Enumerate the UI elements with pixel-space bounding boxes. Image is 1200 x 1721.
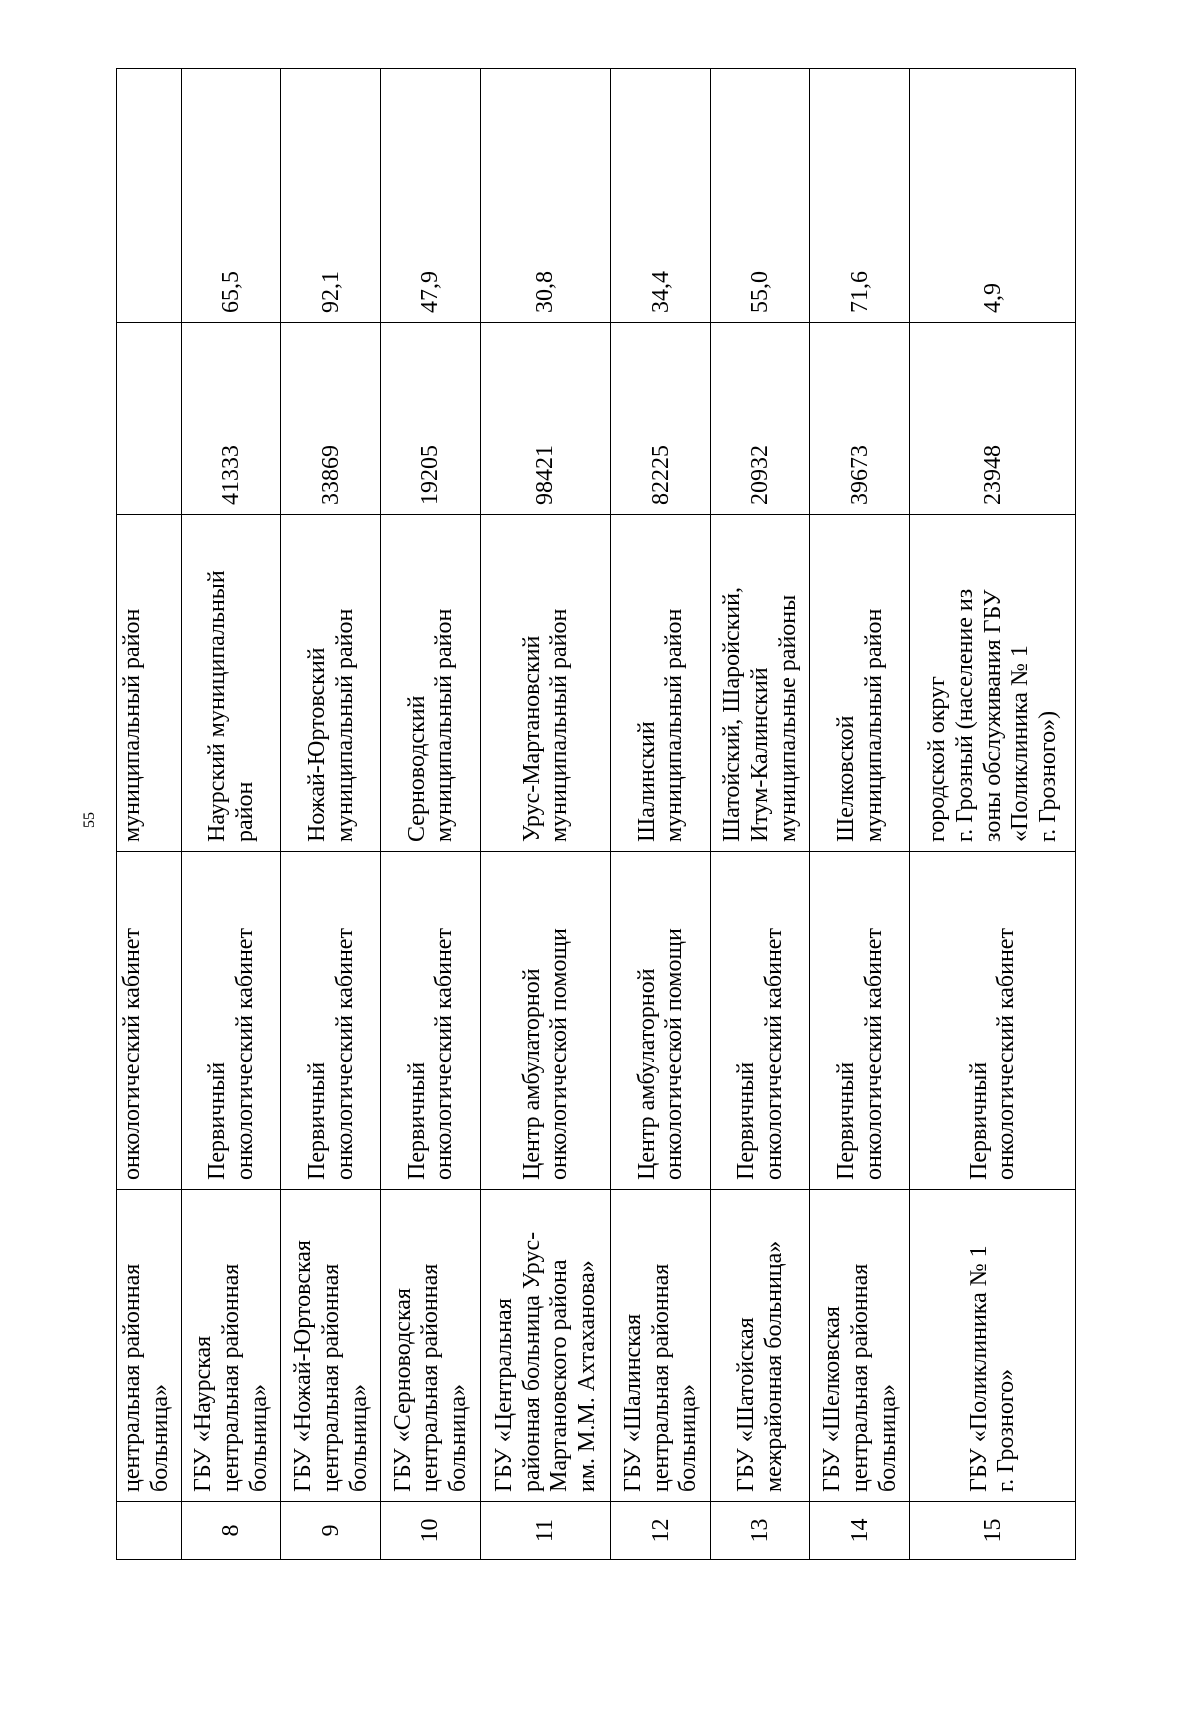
org-line: центральная районная: [647, 1263, 674, 1492]
cell-type: [281, 852, 381, 1190]
cell-value: 47,9: [381, 69, 481, 323]
cell-num: [117, 1502, 182, 1560]
type-line: Первичный: [303, 1061, 330, 1180]
cell-num: 12: [611, 1502, 711, 1560]
cell-value: 55,0: [710, 69, 810, 323]
table-row: [381, 69, 481, 1560]
org-line: межрайонная больница»: [761, 1240, 788, 1492]
org-line: больница»: [345, 1384, 372, 1492]
cell-organization: [281, 1190, 381, 1502]
type-line: Первичный: [204, 1061, 231, 1180]
org-line: больница»: [445, 1384, 472, 1492]
zone-line: зоны обслуживания ГБУ: [979, 589, 1006, 842]
type-line: онкологический кабинет: [860, 928, 887, 1180]
type-line: Центр амбулаторной: [633, 968, 660, 1180]
cell-population: 82225: [611, 323, 711, 515]
org-line: центральная районная: [317, 1263, 344, 1492]
table-row: [710, 69, 810, 1560]
zone-line: муниципальные районы: [774, 594, 801, 842]
type-line: Первичный: [733, 1061, 760, 1180]
cell-type: [181, 852, 281, 1190]
zone-line: г. Грозного»): [1035, 710, 1062, 842]
cell-population: 41333: [181, 323, 281, 515]
page-number: 55: [81, 812, 98, 828]
cell-population: 19205: [381, 323, 481, 515]
cell-organization: [480, 1190, 611, 1502]
zone-line: Серноводский: [403, 695, 430, 842]
type-line: онкологический кабинет: [431, 928, 458, 1180]
cell-zone: [909, 515, 1075, 852]
cell-zone: [117, 515, 182, 852]
org-line: ГБУ «Ножай-Юртовская: [290, 1240, 317, 1492]
cell-value: 30,8: [480, 69, 611, 323]
zone-line: Наурский муниципальный: [204, 570, 231, 842]
org-line: ГБУ «Серноводская: [389, 1288, 416, 1492]
org-line: ГБУ «Шалинская: [619, 1313, 646, 1492]
cell-organization: [909, 1190, 1075, 1502]
cell-value: 34,4: [611, 69, 711, 323]
zone-line: Шелковской: [832, 715, 859, 842]
type-line: онкологический кабинет: [331, 928, 358, 1180]
org-line: г. Грозного»: [993, 1368, 1020, 1492]
zone-line: муниципальный район: [661, 608, 688, 842]
zone-line: муниципальный район: [546, 608, 573, 842]
type-line: онкологический кабинет: [232, 928, 259, 1180]
cell-type: [710, 852, 810, 1190]
cell-num: 13: [710, 1502, 810, 1560]
zone-line: «Поликлиника № 1: [1007, 645, 1034, 842]
org-line: ГБУ «Поликлиника № 1: [965, 1245, 992, 1492]
type-line: Первичный: [403, 1061, 430, 1180]
org-line: ГБУ «Наурская: [190, 1335, 217, 1492]
org-line: районная больница Урус-: [518, 1231, 545, 1492]
type-line: онкологический кабинет: [119, 928, 145, 1180]
cell-value: 65,5: [181, 69, 281, 323]
zone-line: муниципальный район: [431, 608, 458, 842]
cell-population: [117, 323, 182, 515]
cell-zone: [381, 515, 481, 852]
cell-zone: [611, 515, 711, 852]
org-line: ГБУ «Шелковская: [818, 1306, 845, 1492]
cell-value: [117, 69, 182, 323]
org-line: центральная районная: [218, 1263, 245, 1492]
cell-type: [810, 852, 910, 1190]
table-row: [810, 69, 910, 1560]
cell-population: 23948: [909, 323, 1075, 515]
org-line: больница»: [874, 1384, 901, 1492]
zone-line: Урус-Мартановский: [518, 635, 545, 842]
cell-population: 20932: [710, 323, 810, 515]
table-row: [909, 69, 1075, 1560]
type-line: Центр амбулаторной: [518, 968, 545, 1180]
cell-num: 8: [181, 1502, 281, 1560]
cell-zone: [281, 515, 381, 852]
cell-zone: [480, 515, 611, 852]
cell-type: [909, 852, 1075, 1190]
cell-organization: [181, 1190, 281, 1502]
type-line: онкологической помощи: [546, 928, 573, 1180]
zone-line: муниципальный район: [119, 608, 145, 842]
org-line: центральная районная: [417, 1263, 444, 1492]
cell-zone: [181, 515, 281, 852]
zone-line: Ножай-Юртовский: [303, 647, 330, 842]
cell-organization: [117, 1190, 182, 1502]
org-line: больница»: [246, 1384, 273, 1492]
type-line: Первичный: [832, 1061, 859, 1180]
cell-num: 15: [909, 1502, 1075, 1560]
table-row: [181, 69, 281, 1560]
zone-line: Шалинский: [633, 721, 660, 842]
org-line: центральная районная: [846, 1263, 873, 1492]
cell-population: 98421: [480, 323, 611, 515]
table-row: [480, 69, 611, 1560]
org-line: Мартановского района: [546, 1259, 573, 1492]
zone-line: г. Грозный (население из: [951, 588, 978, 842]
cell-num: 11: [480, 1502, 611, 1560]
table-row-continuation: [117, 69, 182, 1560]
cell-num: 9: [281, 1502, 381, 1560]
cell-population: 33869: [281, 323, 381, 515]
table-row: [611, 69, 711, 1560]
type-line: онкологический кабинет: [761, 928, 788, 1180]
type-line: онкологический кабинет: [993, 928, 1020, 1180]
cell-organization: [611, 1190, 711, 1502]
zone-line: Итум-Калинский: [747, 667, 774, 842]
cell-num: 14: [810, 1502, 910, 1560]
facilities-table: [116, 68, 1076, 1560]
cell-organization: [710, 1190, 810, 1502]
cell-population: 39673: [810, 323, 910, 515]
cell-zone: [710, 515, 810, 852]
org-line: им. М.М. Ахтаханова»: [574, 1260, 601, 1492]
table-row: [281, 69, 381, 1560]
zone-line: городской округ: [923, 676, 950, 842]
type-line: Первичный: [965, 1061, 992, 1180]
cell-type: [611, 852, 711, 1190]
cell-type: [480, 852, 611, 1190]
type-line: онкологической помощи: [661, 928, 688, 1180]
zone-line: муниципальный район: [331, 608, 358, 842]
zone-line: муниципальный район: [860, 608, 887, 842]
cell-type: [117, 852, 182, 1190]
cell-zone: [810, 515, 910, 852]
org-line: больница»: [675, 1384, 702, 1492]
cell-num: 10: [381, 1502, 481, 1560]
cell-value: 71,6: [810, 69, 910, 323]
zone-line: район: [232, 781, 259, 842]
rotated-table-wrapper: [116, 69, 1076, 1560]
org-line: центральная районная: [119, 1263, 145, 1492]
zone-line: Шатойский, Шаройский,: [719, 587, 746, 842]
org-line: ГБУ «Шатойская: [733, 1317, 760, 1492]
cell-organization: [810, 1190, 910, 1502]
cell-type: [381, 852, 481, 1190]
org-line: ГБУ «Центральная: [490, 1298, 517, 1492]
cell-organization: [381, 1190, 481, 1502]
cell-value: 92,1: [281, 69, 381, 323]
cell-value: 4,9: [909, 69, 1075, 323]
org-line: больница»: [146, 1384, 173, 1492]
